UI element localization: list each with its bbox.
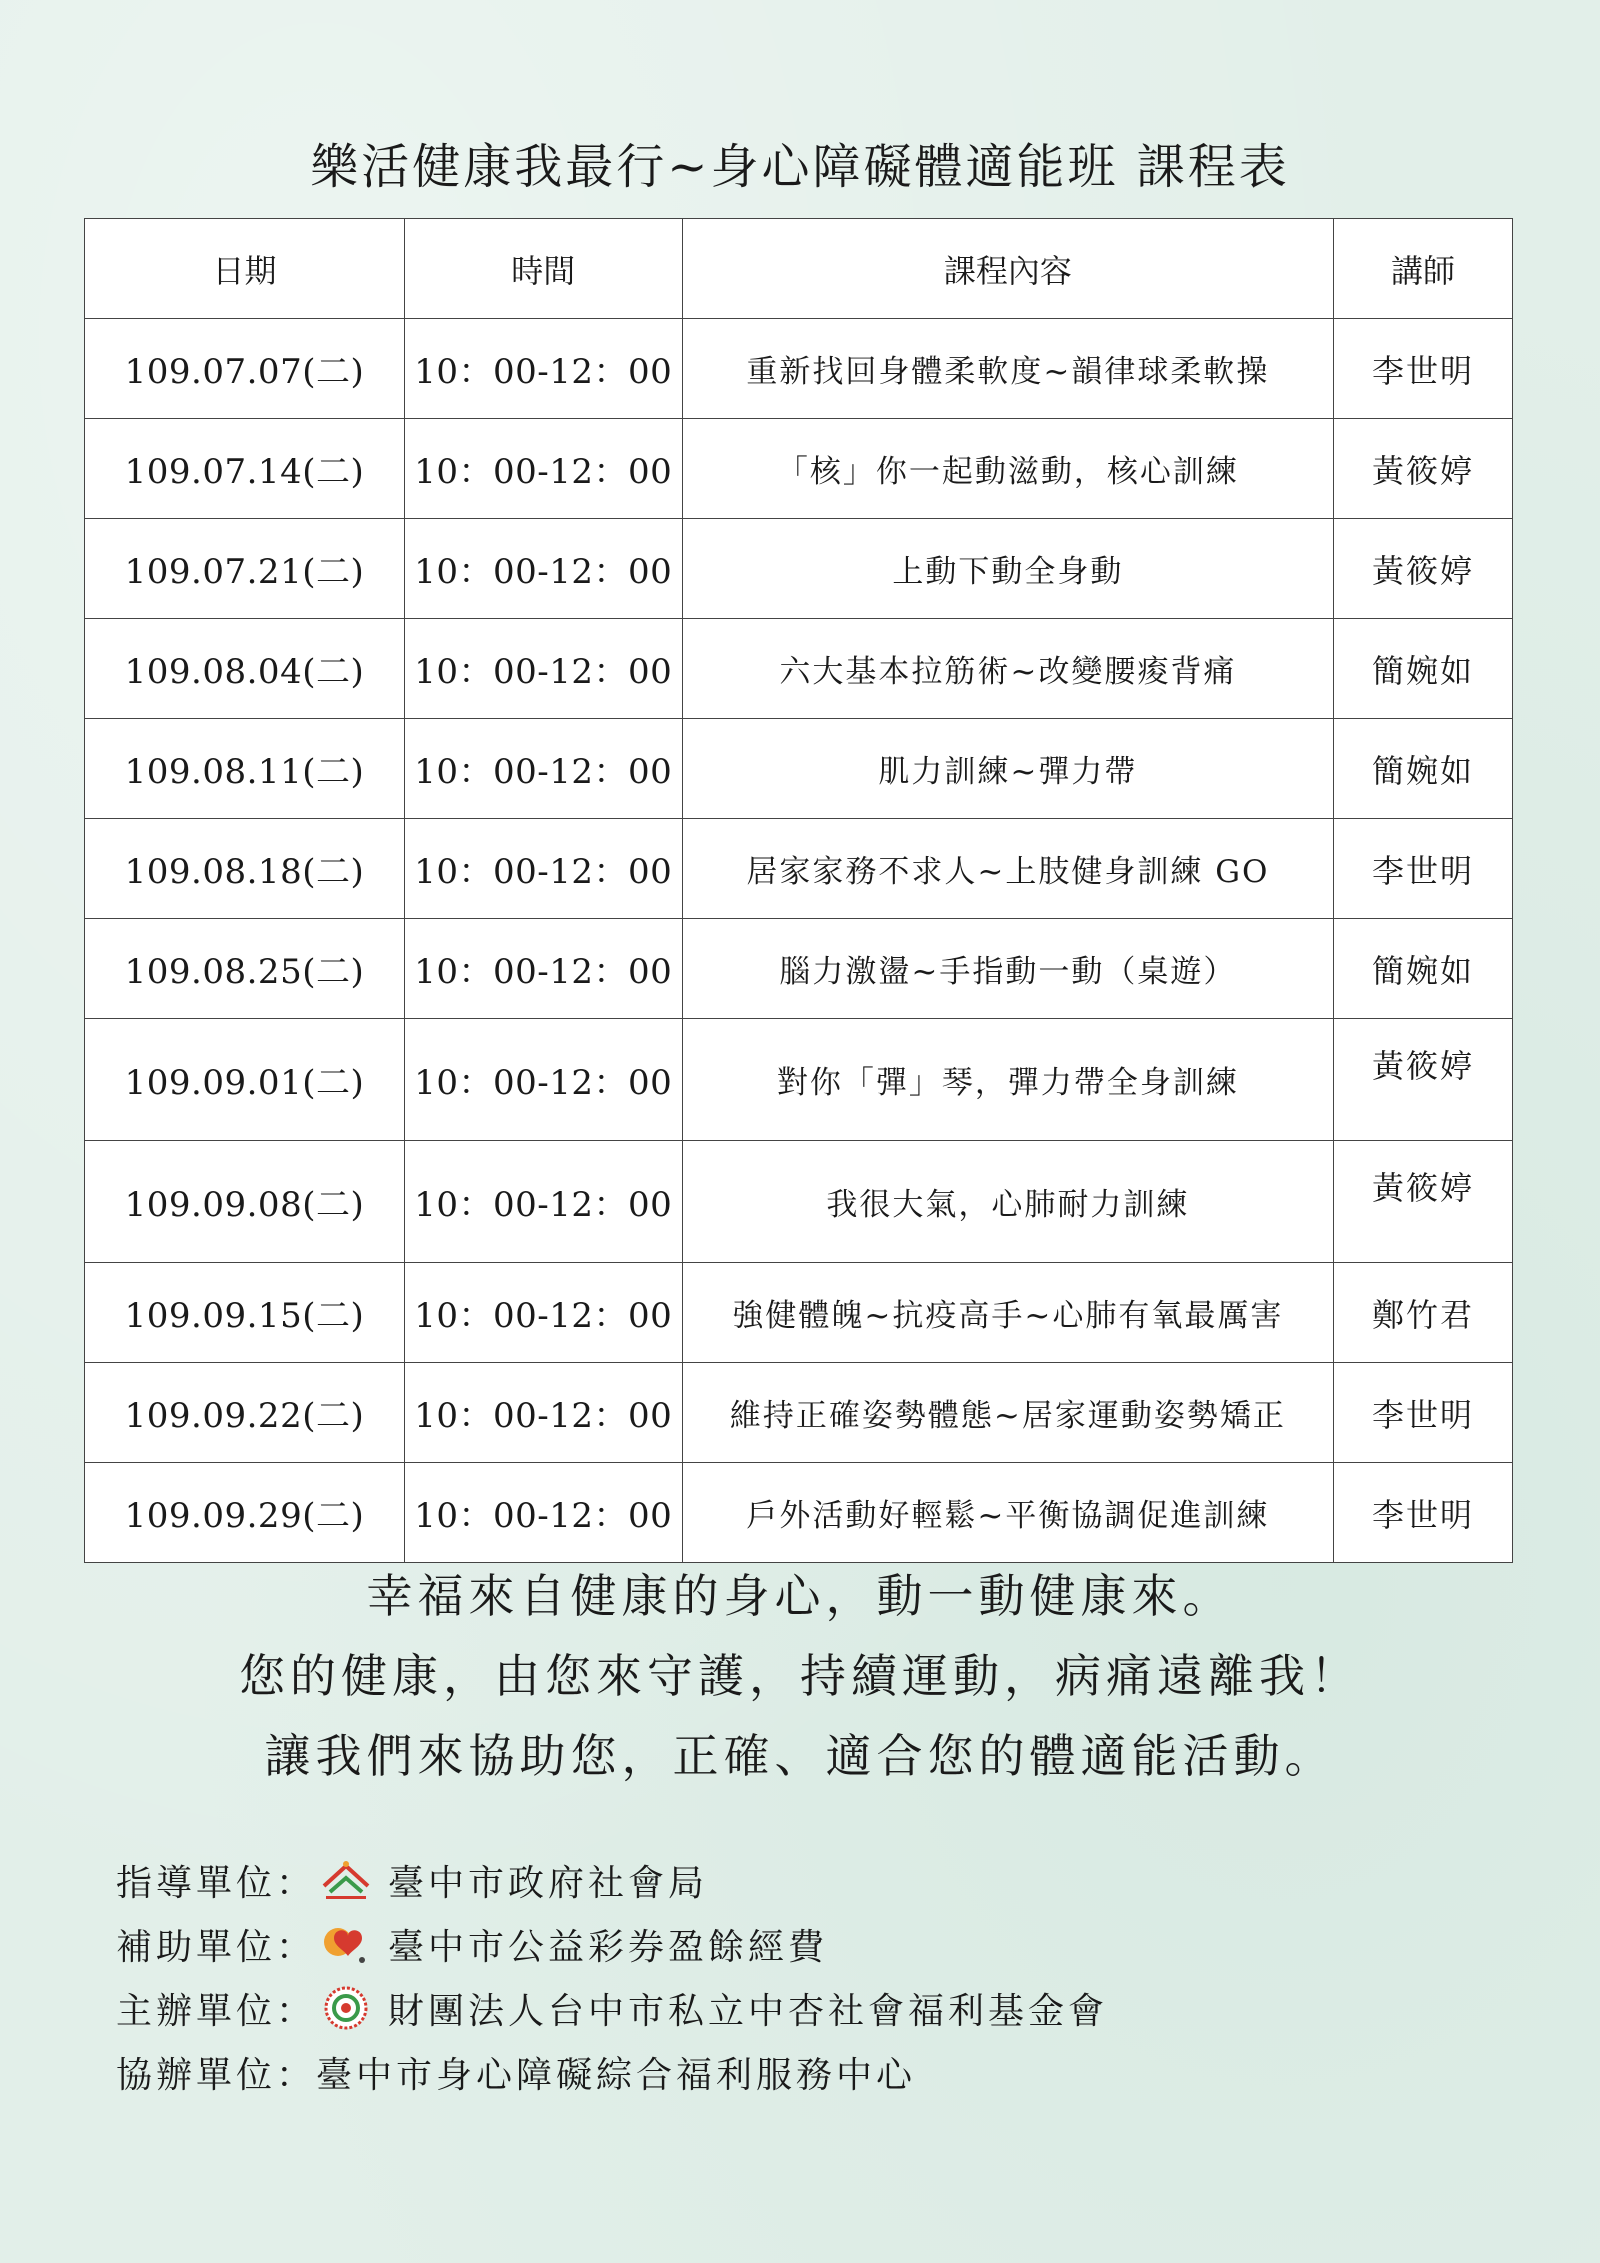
organizer-name: 財團法人台中市私立中杏社會福利基金會 — [388, 1990, 1109, 2032]
row-date: 109.08.18(二) — [85, 819, 405, 919]
course-schedule-table — [84, 218, 1513, 1563]
row-teacher: 李世明 — [1334, 819, 1513, 919]
row-teacher: 李世明 — [1334, 1363, 1513, 1463]
table-row — [85, 919, 1513, 1019]
row-course: 強健體魄~抗疫高手~心肺有氧最厲害 — [682, 1263, 1333, 1363]
row-date: 109.09.29(二) — [85, 1463, 405, 1563]
row-teacher: 簡婉如 — [1334, 619, 1513, 719]
organizer-name: 臺中市公益彩券盈餘經費 — [388, 1926, 829, 1968]
table-row — [85, 1363, 1513, 1463]
table-row — [85, 1141, 1513, 1263]
row-course: 維持正確姿勢體態~居家運動姿勢矯正 — [682, 1363, 1333, 1463]
city-government-logo-icon — [318, 1856, 374, 1904]
header-time: 時間 — [404, 219, 682, 319]
row-time: 10：00-12：00 — [404, 1141, 682, 1263]
row-time: 10：00-12：00 — [404, 819, 682, 919]
slogan-line: 您的健康，由您來守護，持續運動，病痛遠離我！ — [239, 1649, 1361, 1703]
row-teacher: 李世明 — [1334, 1463, 1513, 1563]
foundation-seal-logo-icon — [318, 1984, 374, 2032]
row-date: 109.09.15(二) — [85, 1263, 405, 1363]
row-time: 10：00-12：00 — [404, 919, 682, 1019]
row-date: 109.08.11(二) — [85, 719, 405, 819]
row-time: 10：00-12：00 — [404, 1463, 682, 1563]
row-course: 六大基本拉筋術~改變腰痠背痛 — [682, 619, 1333, 719]
table-row — [85, 1019, 1513, 1141]
table-row — [85, 1463, 1513, 1563]
row-time: 10：00-12：00 — [404, 1019, 682, 1141]
table-row — [85, 319, 1513, 419]
organizer-list — [116, 1848, 1108, 2104]
row-date: 109.07.07(二) — [85, 319, 405, 419]
row-date: 109.07.21(二) — [85, 519, 405, 619]
organizer-label: 主辦單位： — [116, 1990, 317, 2032]
row-teacher: 簡婉如 — [1334, 919, 1513, 1019]
row-teacher: 簡婉如 — [1334, 719, 1513, 819]
organizer-row-funding — [116, 1912, 1108, 1976]
organizer-row-guidance — [116, 1848, 1108, 1912]
row-teacher: 黃筱婷 — [1334, 519, 1513, 619]
organizer-row-co-host — [116, 2040, 1108, 2104]
row-date: 109.08.04(二) — [85, 619, 405, 719]
table-row — [85, 819, 1513, 919]
row-time: 10：00-12：00 — [404, 619, 682, 719]
table-row — [85, 719, 1513, 819]
slogan-line: 讓我們來協助您，正確、適合您的體適能活動。 — [264, 1729, 1336, 1783]
row-date: 109.08.25(二) — [85, 919, 405, 1019]
row-time: 10：00-12：00 — [404, 519, 682, 619]
row-time: 10：00-12：00 — [404, 719, 682, 819]
row-course: 對你「彈」琴，彈力帶全身訓練 — [682, 1019, 1333, 1141]
organizer-label: 補助單位： — [116, 1926, 317, 1968]
row-date: 109.07.14(二) — [85, 419, 405, 519]
table-row — [85, 1263, 1513, 1363]
row-course: 上動下動全身動 — [682, 519, 1333, 619]
row-course: 重新找回身體柔軟度~韻律球柔軟操 — [682, 319, 1333, 419]
row-date: 109.09.01(二) — [85, 1019, 405, 1141]
row-course: 肌力訓練~彈力帶 — [682, 719, 1333, 819]
row-teacher: 黃筱婷 — [1334, 419, 1513, 519]
table-row — [85, 619, 1513, 719]
table-header-row — [85, 219, 1513, 319]
row-teacher: 黃筱婷 — [1334, 1141, 1513, 1263]
organizer-row-host — [116, 1976, 1108, 2040]
table-row — [85, 419, 1513, 519]
header-course: 課程內容 — [682, 219, 1333, 319]
header-teacher: 講師 — [1334, 219, 1513, 319]
slogan-line: 幸福來自健康的身心，動一動健康來。 — [366, 1569, 1234, 1623]
row-teacher: 鄭竹君 — [1334, 1263, 1513, 1363]
header-date: 日期 — [85, 219, 405, 319]
row-course: 腦力激盪~手指動一動（桌遊） — [682, 919, 1333, 1019]
row-time: 10：00-12：00 — [404, 319, 682, 419]
row-time: 10：00-12：00 — [404, 419, 682, 519]
lottery-heart-logo-icon — [318, 1920, 374, 1968]
row-course: 戶外活動好輕鬆~平衡協調促進訓練 — [682, 1463, 1333, 1563]
row-course: 居家家務不求人~上肢健身訓練 GO — [682, 819, 1333, 919]
row-date: 109.09.08(二) — [85, 1141, 405, 1263]
row-course: 我很大氣，心肺耐力訓練 — [682, 1141, 1333, 1263]
organizer-label: 協辦單位： — [116, 2054, 317, 2096]
organizer-label: 指導單位： — [116, 1862, 317, 1904]
row-teacher: 黃筱婷 — [1334, 1019, 1513, 1141]
row-date: 109.09.22(二) — [85, 1363, 405, 1463]
organizer-name: 臺中市政府社會局 — [388, 1862, 709, 1904]
slogan-block — [0, 1556, 1600, 1796]
organizer-name: 臺中市身心障礙綜合福利服務中心 — [316, 2054, 917, 2096]
row-teacher: 李世明 — [1334, 319, 1513, 419]
row-time: 10：00-12：00 — [404, 1363, 682, 1463]
page-title: 樂活健康我最行~身心障礙體適能班 課程表 — [310, 139, 1290, 195]
row-time: 10：00-12：00 — [404, 1263, 682, 1363]
table-row — [85, 519, 1513, 619]
row-course: 「核」你一起動滋動，核心訓練 — [682, 419, 1333, 519]
